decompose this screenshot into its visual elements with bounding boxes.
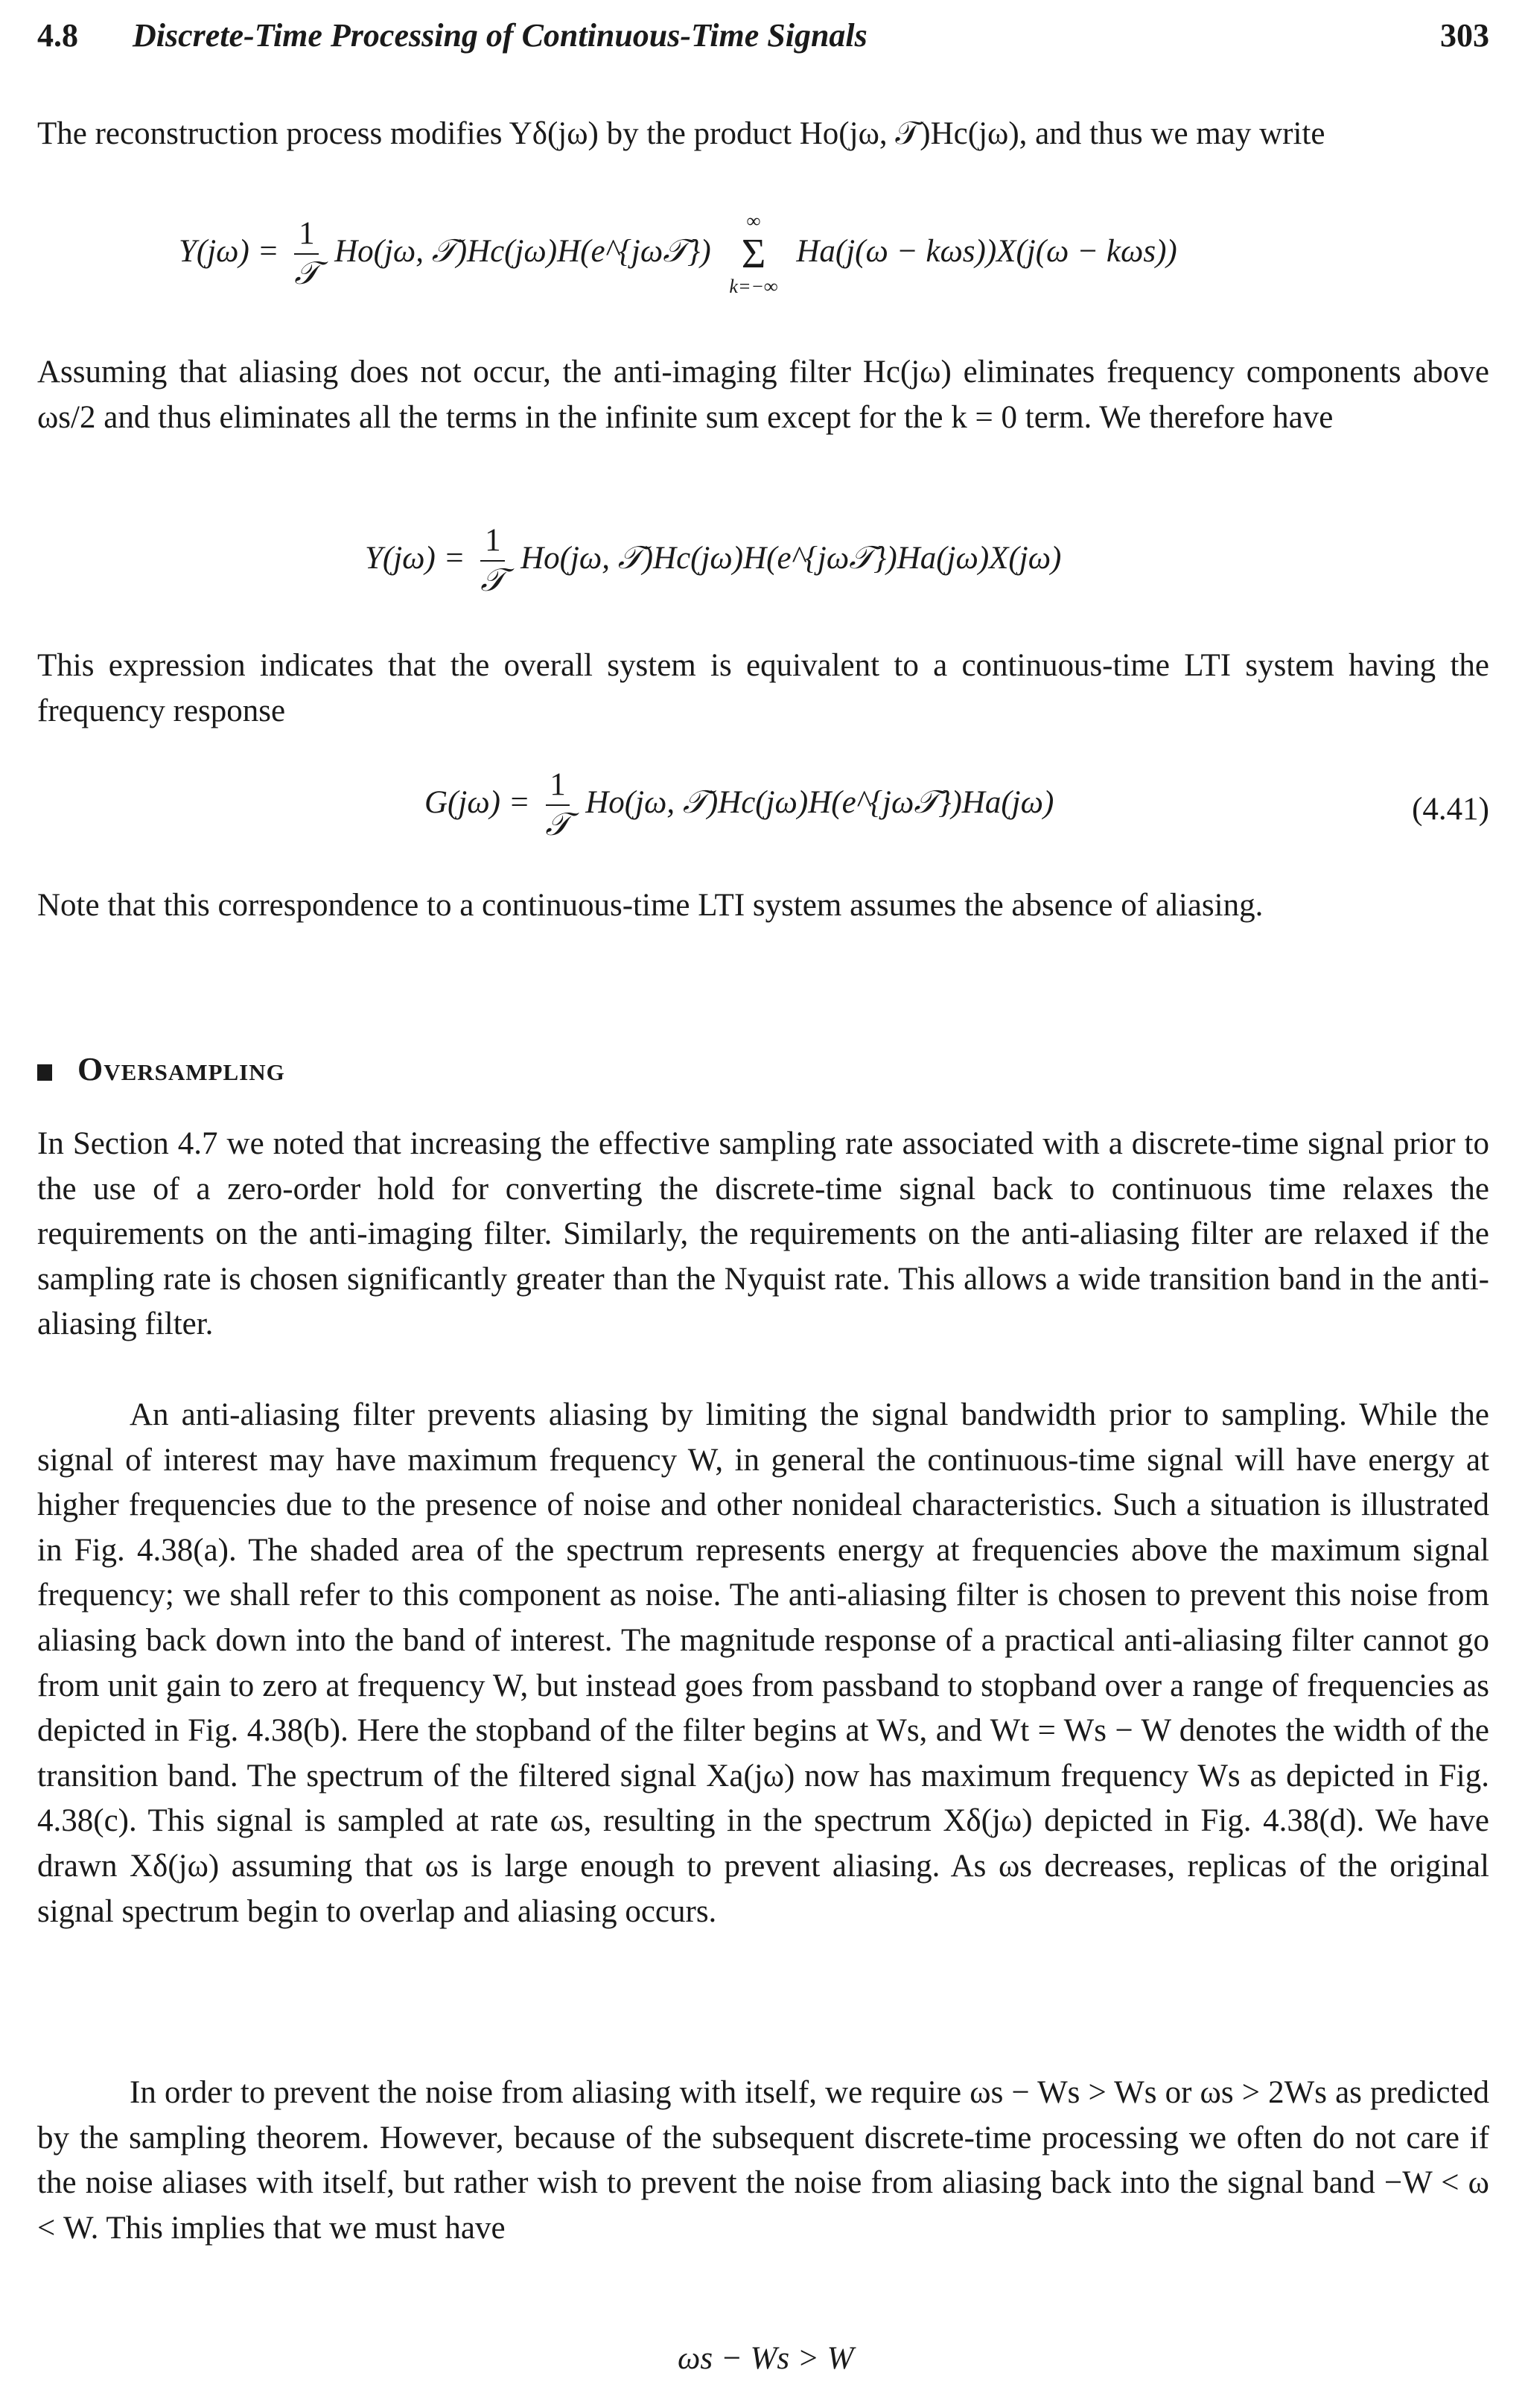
section-title: Discrete-Time Processing of Continuous-Time Signals — [133, 17, 867, 54]
section-heading-text: Oversampling — [77, 1051, 285, 1087]
eq1-frac-den: 𝒯 — [294, 256, 319, 291]
eq1-frac-num: 1 — [294, 215, 319, 255]
eq3-frac-num: 1 — [546, 766, 570, 806]
eq1-mid: Ho(jω, 𝒯)Hc(jω)H(e^{jω𝒯}) — [334, 233, 711, 269]
paragraph-5: In Section 4.7 we noted that increasing the effective sampling rate associated with a discrete-time signal prior to the use of a zero-order hold for converting the discrete-time signal back to continuous time relaxes the requirements on the anti-imaging filter. Similarly, the requirements on the anti-aliasing filter are relaxed if the sampling rate is chosen significantly greater than the Nyquist rate. This allows a wide transition band in the anti-aliasing filter. — [37, 1126, 1489, 1342]
equation-4: ωs − Ws > W — [678, 2341, 854, 2376]
eq2-frac-num: 1 — [480, 521, 505, 562]
section-number: 4.8 — [37, 17, 78, 54]
eq3-lhs: G(jω) = — [424, 784, 530, 820]
paragraph-6: An anti-aliasing filter prevents aliasing by limiting the signal bandwidth prior to sampling. While the signal of interest may have maximum frequency W, in general the continuous-time signal will have energy at higher frequencies due to the presence of noise and other nonideal characteristics. Such a situation is illustrated in Fig. 4.38(a). The shaded area of the spectrum represents energy at frequencies above the maximum signal frequency; we shall refer to this component as noise. The anti-aliasing filter is chosen to prevent this noise from aliasing back down into the band of interest. The magnitude response of a practical anti-aliasing filter cannot go from unit gain to zero at frequency W, but instead goes from passband to stopband over a range of frequencies as depicted in Fig. 4.38(b). Here the stopband of the filter begins at Ws, and Wt = Ws − W denotes the width of the transition band. The spectrum of the filtered signal Xa(jω) now has maximum frequency Ws as depicted in Fig. 4.38(c). This signal is sampled at rate ωs, resulting in the spectrum Xδ(jω) depicted in Fig. 4.38(d). We have drawn Xδ(jω) assuming that ωs is large enough to prevent aliasing. As ωs decreases, replicas of the original signal spectrum begin to overlap and aliasing occurs. — [37, 1397, 1489, 1929]
equation-number: (4.41) — [1412, 792, 1489, 827]
bullet-icon — [37, 1064, 52, 1081]
eq1-fraction — [294, 215, 319, 293]
paragraph-2: Assuming that aliasing does not occur, the anti-imaging filter Hc(jω) eliminates frequency components above ωs/2 and thus eliminates all the terms in the infinite sum except for the k = 0 term. We therefore have — [37, 355, 1489, 435]
running-head — [37, 16, 1489, 61]
eq1-sum-symbol: Σ — [741, 231, 766, 277]
paragraph-1: The reconstruction process modifies Yδ(jω) by the product Ho(jω, 𝒯)Hc(jω), and thus we may write — [37, 116, 1325, 151]
eq3-rhs: Ho(jω, 𝒯)Hc(jω)H(e^{jω𝒯})Ha(jω) — [585, 784, 1054, 820]
eq1-sum — [729, 210, 777, 298]
equation-3 — [424, 766, 1054, 845]
paragraph-3: This expression indicates that the overall system is equivalent to a continuous-time LTI system having the frequency response — [37, 648, 1489, 728]
eq3-frac-den: 𝒯 — [545, 807, 570, 842]
eq1-sum-upper: ∞ — [746, 210, 761, 232]
eq1-sum-lower: k=−∞ — [729, 276, 778, 297]
page-number: 303 — [1440, 17, 1489, 54]
eq2-rhs: Ho(jω, 𝒯)Hc(jω)H(e^{jω𝒯})Ha(jω)X(jω) — [520, 540, 1062, 576]
section-heading — [37, 1050, 285, 1088]
eq2-fraction — [480, 521, 505, 600]
eq2-lhs: Y(jω) = — [365, 540, 465, 576]
paragraph-4: Note that this correspondence to a continuous-time LTI system assumes the absence of aliasing. — [37, 888, 1264, 923]
equation-1 — [179, 210, 1177, 298]
eq1-lhs: Y(jω) = — [179, 233, 279, 269]
eq3-fraction — [546, 766, 570, 845]
eq2-frac-den: 𝒯 — [480, 563, 506, 598]
equation-2 — [365, 521, 1061, 600]
eq1-rhs: Ha(j(ω − kωs))X(j(ω − kωs)) — [796, 233, 1177, 269]
paragraph-7: In order to prevent the noise from aliasing with itself, we require ωs − Ws > Ws or ωs > 2Ws as predicted by the sampling theorem. However, because of the subsequent discrete-time processing we often do not care if the noise aliases with itself, but rather wish to prevent the noise from aliasing back into the signal band −W < ω < W. This implies that we must have — [37, 2075, 1489, 2246]
